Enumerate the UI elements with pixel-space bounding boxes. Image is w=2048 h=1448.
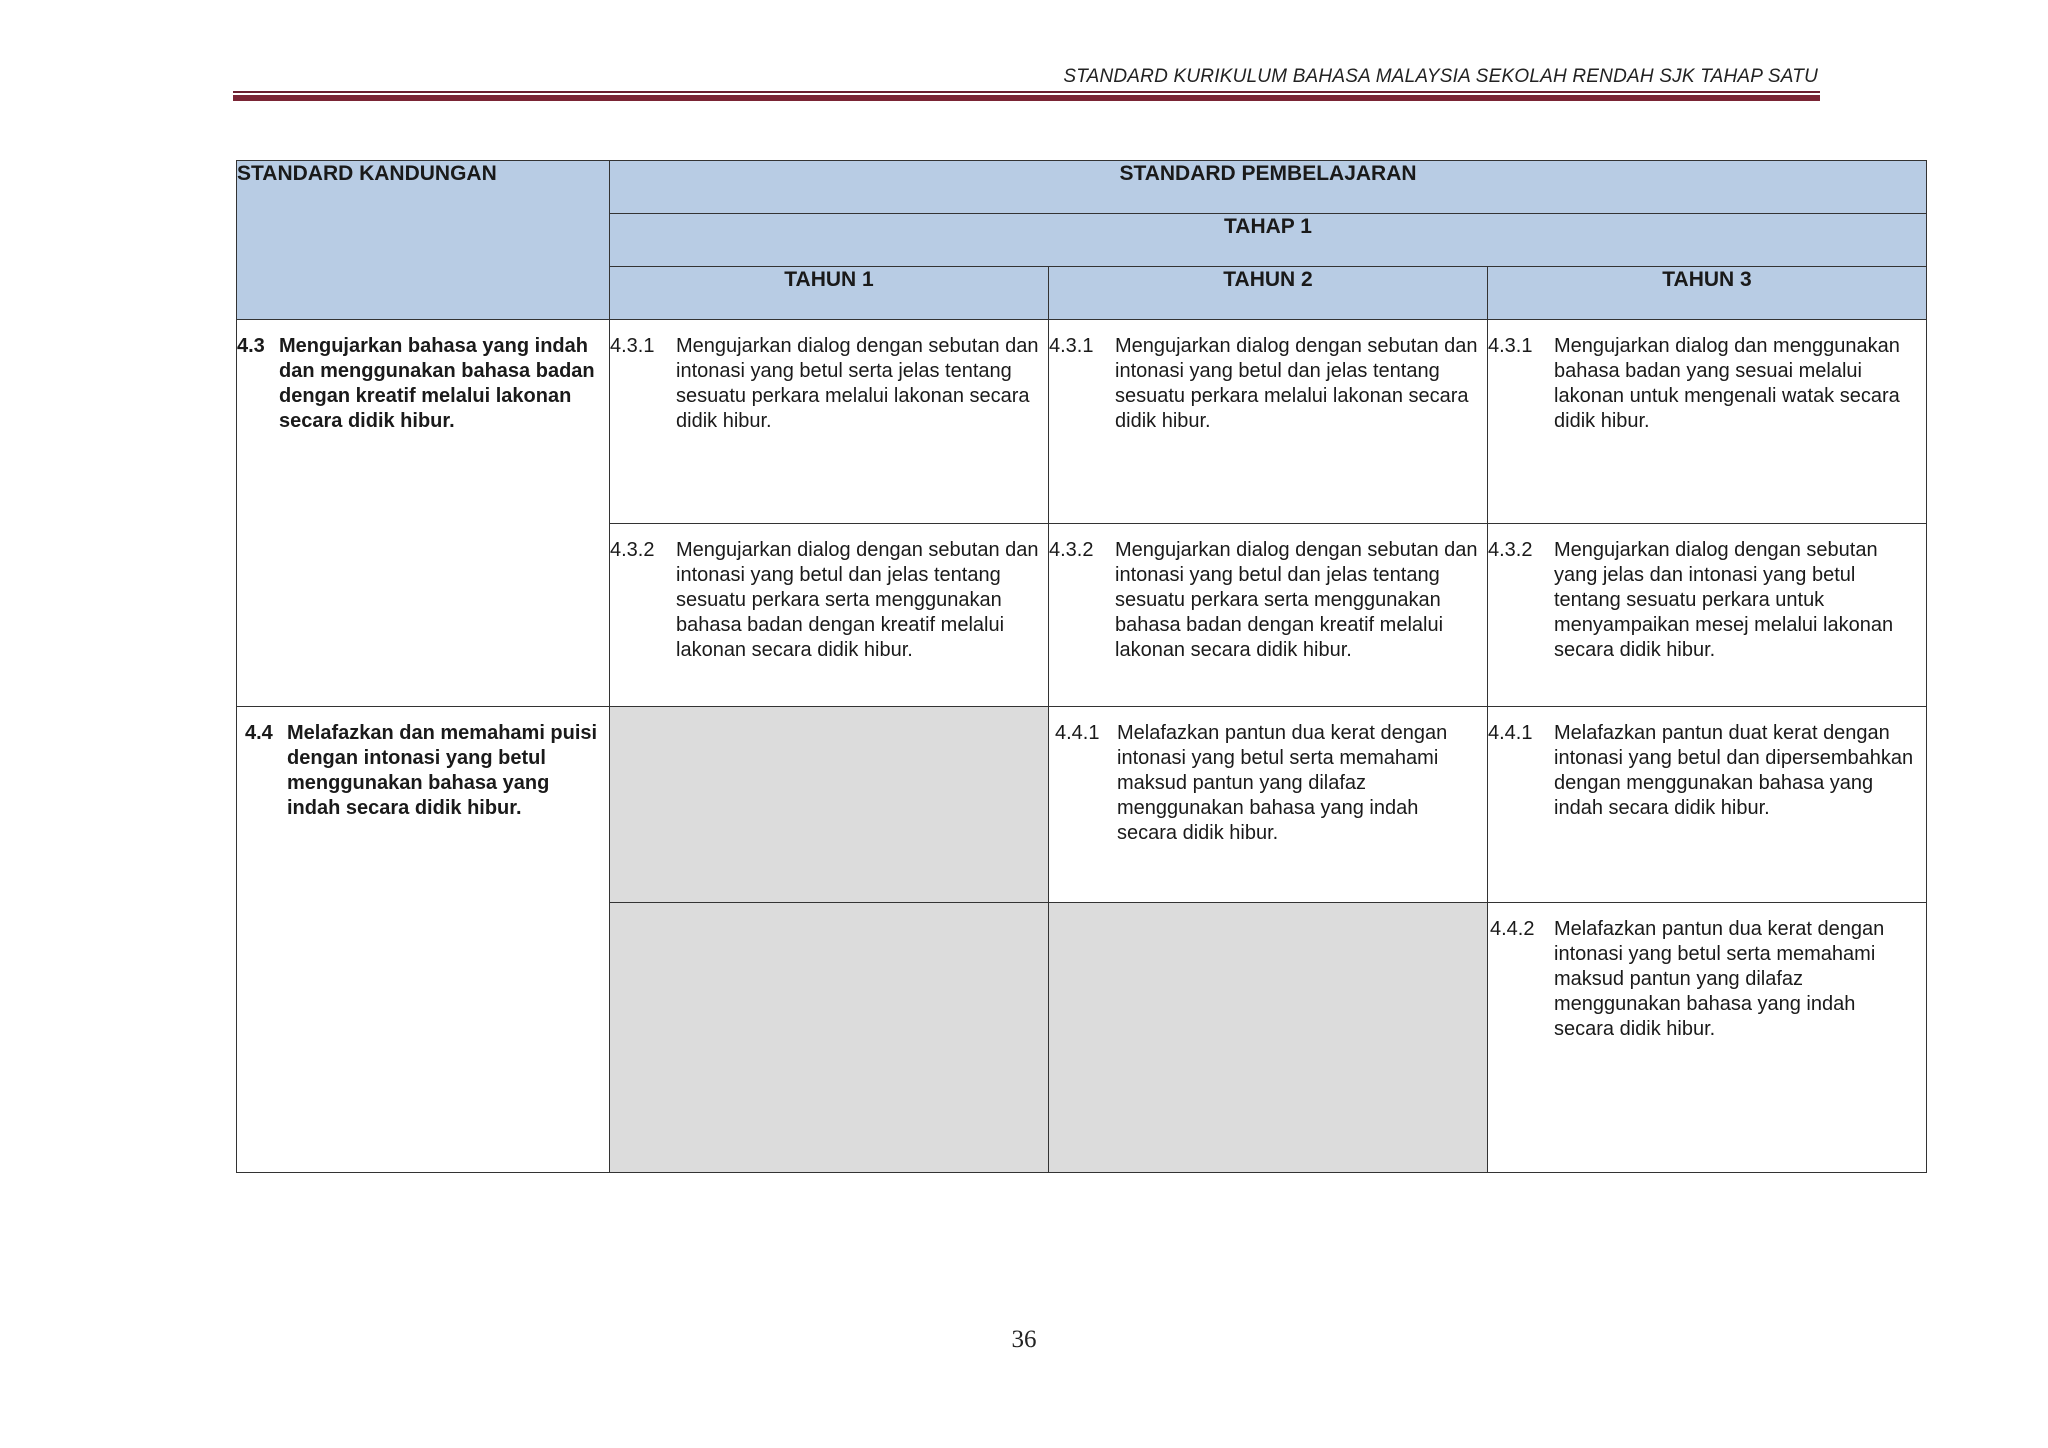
sp-number: 4.4.2 — [1490, 918, 1535, 940]
header-standard-pembelajaran: STANDARD PEMBELAJARAN — [610, 161, 1927, 214]
sp-cell — [1488, 320, 1927, 524]
sk-text: Mengujarkan bahasa yang indah dan menggunakan bahasa badan dengan kreatif melalui lakonan secara didik hibur. — [279, 335, 595, 432]
sk-text: Melafazkan dan memahami puisi dengan intonasi yang betul menggunakan bahasa yang indah secara didik hibur. — [287, 722, 598, 819]
table-row — [237, 707, 1927, 903]
sp-text: Melafazkan pantun dua kerat dengan intonasi yang betul serta memahami maksud pantun yang dilafaz menggunakan bahasa yang indah secara didik hibur. — [1117, 722, 1448, 844]
empty-shaded-cell — [610, 707, 1049, 903]
empty-shaded-cell — [610, 903, 1049, 1173]
sp-cell — [1488, 903, 1927, 1173]
sp-cell — [1049, 320, 1488, 524]
sp-cell — [1049, 707, 1488, 903]
sp-cell — [1488, 524, 1927, 707]
sp-cell — [1488, 707, 1927, 903]
empty-shaded-cell — [1049, 903, 1488, 1173]
sp-number: 4.4.1 — [1488, 722, 1533, 744]
header-tahap: TAHAP 1 — [610, 214, 1927, 267]
header-row-1 — [237, 161, 1927, 214]
sp-text: Mengujarkan dialog dengan sebutan dan intonasi yang betul dan jelas tentang sesuatu perkara serta menggunakan bahasa badan dengan kreatif melalui lakonan secara didik hibur. — [1115, 539, 1478, 661]
sp-cell — [610, 320, 1049, 524]
sp-text: Mengujarkan dialog dengan sebutan dan intonasi yang betul dan jelas tentang sesuatu perkara melalui lakonan secara didik hibur. — [1115, 335, 1478, 432]
sk-number: 4.4 — [245, 722, 273, 744]
header-tahun-2: TAHUN 2 — [1049, 267, 1488, 320]
sk-cell-4-3 — [237, 320, 610, 707]
sp-text: Melafazkan pantun dua kerat dengan intonasi yang betul serta memahami maksud pantun yang dilafaz menggunakan bahasa yang indah secara didik hibur. — [1554, 918, 1885, 1040]
curriculum-table — [236, 160, 1927, 1173]
running-header: STANDARD KURIKULUM BAHASA MALAYSIA SEKOLAH RENDAH SJK TAHAP SATU — [1063, 66, 1818, 87]
header-tahun-1: TAHUN 1 — [610, 267, 1049, 320]
sp-number: 4.3.2 — [1488, 539, 1533, 561]
sp-cell — [1049, 524, 1488, 707]
sp-number: 4.3.1 — [1049, 335, 1094, 357]
sp-text: Mengujarkan dialog dengan sebutan yang jelas dan intonasi yang betul tentang sesuatu perkara untuk menyampaikan mesej melalui lakonan secara didik hibur. — [1554, 539, 1894, 661]
sp-number: 4.4.1 — [1055, 722, 1100, 744]
sk-cell-4-4 — [237, 707, 610, 1173]
header-standard-kandungan: STANDARD KANDUNGAN — [237, 161, 610, 320]
sp-text: Mengujarkan dialog dengan sebutan dan intonasi yang betul serta jelas tentang sesuatu perkara melalui lakonan secara didik hibur. — [676, 335, 1039, 432]
header-rule-thin — [233, 91, 1820, 93]
sp-text: Mengujarkan dialog dan menggunakan bahasa badan yang sesuai melalui lakonan untuk mengenali watak secara didik hibur. — [1554, 335, 1900, 432]
sp-number: 4.3.2 — [610, 539, 655, 561]
sp-number: 4.3.1 — [610, 335, 655, 357]
table-row — [237, 320, 1927, 524]
header-tahun-3: TAHUN 3 — [1488, 267, 1927, 320]
sk-number: 4.3 — [237, 335, 265, 357]
sp-text: Melafazkan pantun duat kerat dengan intonasi yang betul dan dipersembahkan dengan menggunakan bahasa yang indah secara didik hibur. — [1554, 722, 1914, 819]
sp-text: Mengujarkan dialog dengan sebutan dan intonasi yang betul dan jelas tentang sesuatu perkara serta menggunakan bahasa badan dengan kreatif melalui lakonan secara didik hibur. — [676, 539, 1039, 661]
sp-number: 4.3.2 — [1049, 539, 1094, 561]
sp-number: 4.3.1 — [1488, 335, 1533, 357]
header-rule-thick — [233, 95, 1820, 101]
page-number: 36 — [1011, 1326, 1037, 1353]
sp-cell — [610, 524, 1049, 707]
